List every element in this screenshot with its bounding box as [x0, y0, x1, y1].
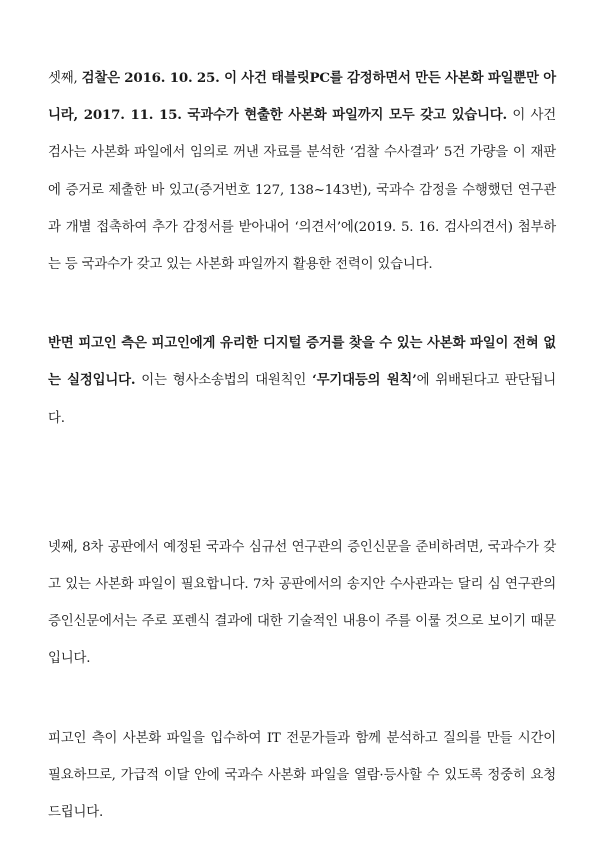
segment: 이는 형사소송법의 대원칙인 [135, 373, 313, 389]
paragraph-third-point [48, 60, 556, 283]
segment: 셋째, [48, 71, 82, 86]
paragraph-request [48, 720, 556, 832]
bold-segment: ‘무기대등의 원칙’ [312, 372, 417, 389]
paragraph-fourth-point [48, 529, 556, 678]
segment: 넷째, 8차 공판에서 예정된 국과수 심규선 연구관의 증인신문을 준비하려면, 국과수가 갖고 있는 사본화 파일이 필요합니다. 7차 공판에서의 송지안 수사관과는 달리 심 연구관의 증인신문에서는 주로 포렌식 결과에 대한 기술적인 내용이 주를 이룰 것으로 보이기 때문입니다. [48, 539, 556, 667]
paragraph-defendant-disadvantage [48, 325, 556, 437]
segment: 이 사건 검사는 사본화 파일에서 임의로 꺼낸 자료를 분석한 ‘검찰 수사결과’ 5건 가량을 이 재판에 증거로 제출한 바 있고(증거번호 127, 138~143번), 국과수 감정을 수행했던 연구관과 개별 접촉하여 추가 감정서를 받아내어 ‘의견서’에(2019. 5. 16. 검사의견서) 첨부하는 등 국과수가 갖고 있는 사본화 파일까지 활용한 전력이 있습니다. [48, 108, 556, 273]
bold-segment: 반면 피고인 측은 피고인에게 유리한 디지털 증거를 찾을 수 있는 사본화 파일이 전혀 없는 실정입니다. [48, 335, 556, 389]
segment: 피고인 측이 사본화 파일을 입수하여 IT 전문가들과 함께 분석하고 질의를 만들 시간이 필요하므로, 가급적 이달 안에 국과수 사본화 파일을 열람·등사할 수 있도록 정중히 요청드립니다. [48, 730, 556, 821]
bold-segment: 검찰은 2016. 10. 25. 이 사건 태블릿PC를 감정하면서 만든 사본화 파일뿐만 아니라, 2017. 11. 15. 국과수가 현출한 사본화 파일까지 모두 갖고 있습니다. [48, 70, 556, 124]
segment: 에 위배된다고 판단됩니다. [48, 373, 556, 426]
document-page [48, 60, 556, 831]
